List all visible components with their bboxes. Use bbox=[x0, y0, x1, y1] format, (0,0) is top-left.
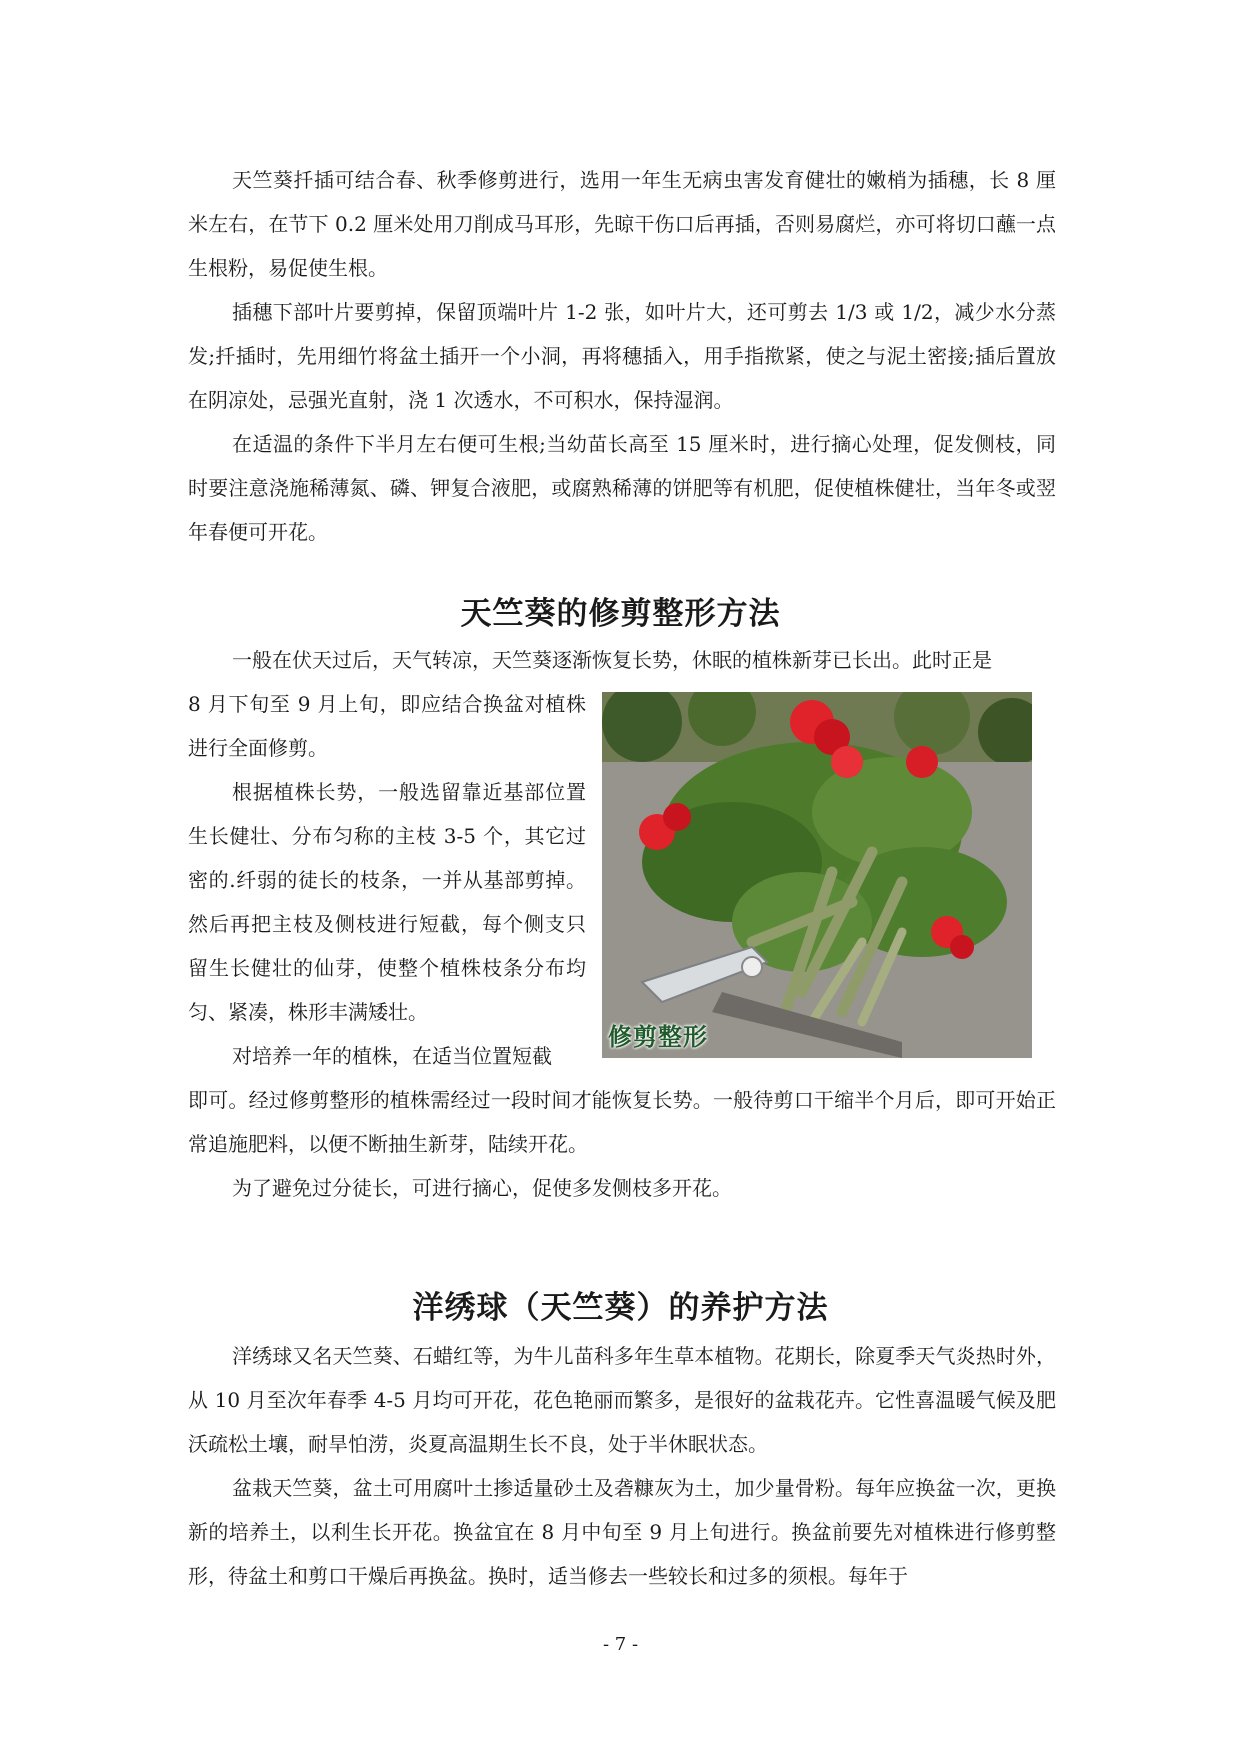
geranium-photo-illustration bbox=[602, 692, 1032, 1058]
paragraph-pinching: 为了避免过分徒长，可进行摘心，促使多发侧枝多开花。 bbox=[232, 1176, 732, 1200]
paragraph-one-year-plants: 对培养一年的植株，在适当位置短截 bbox=[232, 1044, 552, 1068]
paragraph-pruning-branches: 根据植株长势，一般选留靠近基部位置生长健壮、分布匀称的主枝 3-5 个，其它过密的.纤弱的徒长的枝条，一并从基部剪掉。然后再把主枝及侧枝进行短截，每个侧支只留生长健壮的仙芽，使整个植株枝条分布均匀、紧凑，株形丰满矮壮。 bbox=[188, 780, 586, 1024]
paragraph-geranium-intro: 洋绣球又名天竺葵、石蜡红等，为牛儿苗科多年生草本植物。花期长，除夏季天气炎热时外，从 10 月至次年春季 4-5 月均可开花，花色艳丽而繁多，是很好的盆栽花卉。它性喜温暖气候及肥沃疏松土壤，耐旱怕涝，炎夏高温期生长不良，处于半休眠状态。 bbox=[188, 1344, 1056, 1456]
paragraph-pruning-intro: 一般在伏天过后，天气转凉，天竺葵逐渐恢复长势，休眠的植株新芽已长出。此时正是 bbox=[232, 648, 992, 672]
paragraph-cutting-method: 天竺葵扦插可结合春、秋季修剪进行，选用一年生无病虫害发育健壮的嫩梢为插穗，长 8 厘米左右，在节下 0.2 厘米处用刀削成马耳形，先晾干伤口后再插，否则易腐烂，亦可将切口蘸一点生根粉，易促使生根。 bbox=[188, 168, 1056, 280]
paragraph-pruning-intro-continued: 8 月下旬至 9 月上旬，即应结合换盆对植株进行全面修剪。 bbox=[188, 692, 586, 760]
paragraph-one-year-plants-continued: 即可。经过修剪整形的植株需经过一段时间才能恢复长势。一般待剪口干缩半个月后，即可开始正常追施肥料，以便不断抽生新芽，陆续开花。 bbox=[188, 1088, 1056, 1156]
section-heading-care: 洋绣球（天竺葵）的养护方法 bbox=[412, 1290, 829, 1326]
geranium-pruning-photo bbox=[602, 692, 1032, 1058]
paragraph-rooting: 在适温的条件下半月左右便可生根;当幼苗长高至 15 厘米时，进行摘心处理，促发侧枝，同时要注意浇施稀薄氮、磷、钾复合液肥，或腐熟稀薄的饼肥等有机肥，促使植株健壮，当年冬或翌年春便可开花。 bbox=[188, 432, 1056, 544]
section-heading-pruning: 天竺葵的修剪整形方法 bbox=[460, 596, 781, 632]
paragraph-potting: 盆栽天竺葵，盆土可用腐叶土掺适量砂土及砻糠灰为土，加少量骨粉。每年应换盆一次，更换新的培养土，以利生长开花。换盆宜在 8 月中旬至 9 月上旬进行。换盆前要先对植株进行修剪整形，待盆土和剪口干燥后再换盆。换时，适当修去一些较长和过多的须根。每年于 bbox=[188, 1476, 1056, 1588]
paragraph-cutting-leaves: 插穗下部叶片要剪掉，保留顶端叶片 1-2 张，如叶片大，还可剪去 1/3 或 1/2，减少水分蒸发;扦插时，先用细竹将盆土插开一个小洞，再将穗插入，用手指揿紧，使之与泥土密接;插后置放在阴凉处，忌强光直射，浇 1 次透水，不可积水，保持湿润。 bbox=[188, 300, 1056, 412]
photo-caption: 修剪整形 bbox=[608, 1023, 708, 1051]
page-number: - 7 - bbox=[602, 1634, 639, 1655]
